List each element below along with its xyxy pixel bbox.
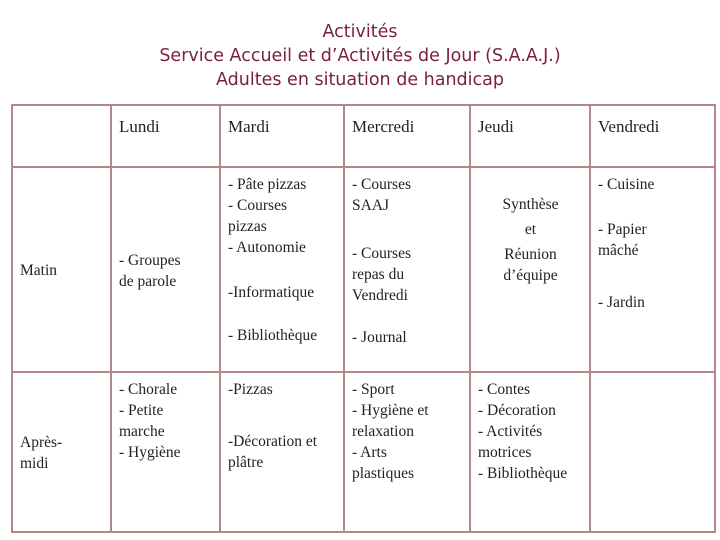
- activity-line: - Bibliothèque: [478, 465, 568, 482]
- activity-line: Vendredi: [352, 287, 408, 304]
- activity-line: - Arts: [352, 444, 387, 461]
- day-header-vendredi: Vendredi: [590, 105, 715, 167]
- activity-line: d’équipe: [503, 267, 558, 284]
- document-title: [0, 20, 720, 92]
- cell-apresmidi-mercredi: [344, 372, 470, 532]
- cell-matin-lundi: [111, 167, 220, 372]
- matin-row: [12, 167, 715, 372]
- activity-line: - Contes: [478, 381, 531, 398]
- activity-line: - Courses: [228, 197, 287, 214]
- activity-line: relaxation: [352, 423, 414, 440]
- activity-line: -Informatique: [228, 284, 315, 301]
- cell-apresmidi-mardi: [220, 372, 344, 532]
- activity-line: - Hygiène et: [352, 402, 429, 419]
- row-label-apresmidi: Après- midi: [12, 372, 111, 532]
- activity-line: Synthèse: [502, 196, 559, 213]
- title-line-service: Service Accueil et d’Activités de Jour (S.A.A.J.): [159, 46, 561, 66]
- cell-apresmidi-jeudi: [470, 372, 590, 532]
- activity-line: pizzas: [228, 218, 267, 235]
- day-header-mercredi: Mercredi: [344, 105, 470, 167]
- activity-line: mâché: [598, 242, 639, 259]
- cell-matin-mardi: [220, 167, 344, 372]
- activity-line: Réunion: [504, 246, 557, 263]
- activity-line: -Décoration et: [228, 433, 318, 450]
- activity-line: - Hygiène: [119, 444, 181, 461]
- activity-line: - Courses: [352, 176, 411, 193]
- activity-line: - Autonomie: [228, 239, 306, 256]
- activity-line: de parole: [119, 272, 177, 290]
- activity-line: - Cuisine: [598, 176, 655, 193]
- cell-apresmidi-lundi: [111, 372, 220, 532]
- cell-apresmidi-vendredi: [590, 372, 715, 532]
- cell-matin-vendredi: [590, 167, 715, 372]
- cell-matin-jeudi: [470, 167, 590, 372]
- activity-line: - Groupes: [119, 251, 181, 269]
- day-header-lundi: Lundi: [111, 105, 220, 167]
- corner-cell: [12, 105, 111, 167]
- day-header-jeudi: Jeudi: [470, 105, 590, 167]
- activity-line: - Petite: [119, 402, 164, 419]
- activity-line: - Décoration: [478, 402, 556, 419]
- activity-line: plâtre: [228, 454, 264, 471]
- activity-line: marche: [119, 423, 165, 440]
- activity-line: - Jardin: [598, 294, 645, 311]
- header-row: [12, 105, 715, 167]
- apresmidi-row: [12, 372, 715, 532]
- activity-line: et: [524, 221, 537, 238]
- activity-line: plastiques: [352, 465, 414, 482]
- activity-line: - Papier: [598, 221, 647, 238]
- activity-line: - Courses: [352, 245, 411, 262]
- row-label-matin: Matin: [12, 167, 111, 372]
- activity-line: -Pizzas: [228, 381, 273, 398]
- schedule-table: [11, 104, 716, 533]
- activity-line: repas du: [352, 266, 405, 283]
- title-line-activites: Activités: [322, 22, 398, 42]
- day-header-mardi: Mardi: [220, 105, 344, 167]
- activity-line: - Activités: [478, 423, 543, 440]
- cell-matin-mercredi: [344, 167, 470, 372]
- activity-line: - Journal: [352, 329, 407, 346]
- activity-line: - Chorale: [119, 381, 178, 398]
- activity-line: motrices: [478, 444, 532, 461]
- activity-line: - Bibliothèque: [228, 327, 318, 344]
- title-line-public: Adultes en situation de handicap: [216, 70, 504, 90]
- activity-line: - Pâte pizzas: [228, 176, 307, 193]
- activity-line: - Sport: [352, 381, 395, 398]
- activity-line: SAAJ: [352, 197, 390, 214]
